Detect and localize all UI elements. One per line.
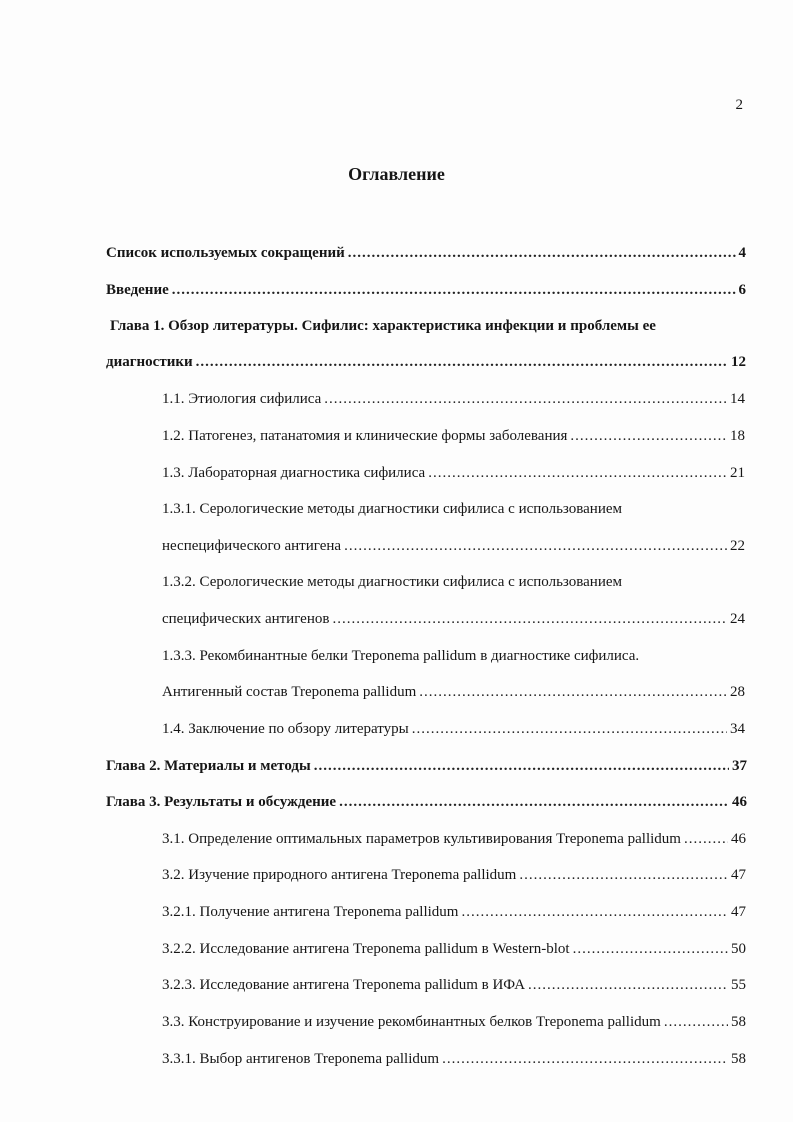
toc-entry-page: 58 [731, 1051, 746, 1067]
dot-leader [344, 535, 727, 557]
toc-entry-abbreviations[interactable] [106, 242, 746, 264]
toc-entry-label: Глава 2. Материалы и методы [106, 758, 311, 774]
toc-entry-label: Глава 3. Результаты и обсуждение [106, 794, 337, 810]
toc-entry-chapter-3[interactable] [106, 791, 747, 813]
toc-entry-label: специфических антигенов [162, 611, 330, 627]
toc-entry-1-3[interactable] [162, 462, 745, 484]
toc-entry-label: неспецифического антигена [162, 538, 342, 554]
page-number: 2 [735, 97, 743, 113]
toc-entry-chapter-2[interactable] [106, 755, 747, 777]
dot-leader [172, 279, 736, 301]
toc-entry-label: 3.2. Изучение природного антигена Treponema pallidum [162, 867, 517, 883]
toc-entry-page: 21 [730, 465, 745, 481]
dot-leader [348, 242, 736, 264]
toc-entry-3-2-1[interactable] [162, 901, 746, 923]
toc-entry-page: 6 [738, 282, 746, 298]
toc-entry-page: 58 [731, 1014, 746, 1030]
toc-entry-1-2[interactable] [162, 425, 745, 447]
toc-entry-label: 1.2. Патогенез, патанатомия и клинические формы заболевания [162, 428, 568, 444]
toc-entry-label: 3.2.2. Исследование антигена Treponema pallidum в Western-blot [162, 941, 570, 957]
dot-leader [528, 974, 728, 996]
toc-entry-chapter-1[interactable] [106, 351, 746, 373]
dot-leader [684, 828, 728, 850]
toc-entry-page: 46 [732, 794, 747, 810]
toc-entry-label: 3.3.1. Выбор антигенов Treponema pallidum [162, 1051, 440, 1067]
toc-entry-1-4[interactable] [162, 718, 745, 740]
toc-entry-label: Антигенный состав Treponema pallidum [162, 684, 417, 700]
dot-leader [412, 718, 727, 740]
dot-leader [519, 864, 728, 886]
toc-entry-label: 3.2.1. Получение антигена Treponema pallidum [162, 904, 459, 920]
dot-leader [332, 608, 727, 630]
toc-entry-page: 46 [731, 831, 746, 847]
toc-entry-page: 22 [730, 538, 745, 554]
toc-entry-label: 1.4. Заключение по обзору литературы [162, 721, 409, 737]
dot-leader [196, 351, 728, 373]
toc-entry-page: 12 [731, 354, 746, 370]
toc-entry-label: 1.1. Этиология сифилиса [162, 391, 322, 407]
toc-entry-1-3-3-line1[interactable]: 1.3.3. Рекомбинантные белки Treponema pallidum в диагностике сифилиса. [162, 648, 640, 664]
dot-leader [573, 938, 728, 960]
toc-entry-3-3[interactable] [162, 1011, 746, 1033]
toc-entry-label: 1.3. Лабораторная диагностика сифилиса [162, 465, 426, 481]
toc-entry-1-3-2-line1[interactable]: 1.3.2. Серологические методы диагностики сифилиса с использованием [162, 574, 623, 590]
toc-entry-label: 3.3. Конструирование и изучение рекомбинантных белков Treponema pallidum [162, 1014, 661, 1030]
toc-entry-3-1[interactable] [162, 828, 746, 850]
toc-entry-page: 28 [730, 684, 745, 700]
toc-entry-page: 47 [731, 904, 746, 920]
toc-entry-3-3-1[interactable] [162, 1048, 746, 1070]
toc-entry-3-2-2[interactable] [162, 938, 746, 960]
toc-entry-page: 37 [732, 758, 747, 774]
page-title: Оглавление [348, 164, 445, 184]
dot-leader [570, 425, 727, 447]
dot-leader [324, 388, 727, 410]
toc-entry-label: 3.1. Определение оптимальных параметров культивирования Treponema pallidum [162, 831, 681, 847]
toc-entry-1-1[interactable] [162, 388, 745, 410]
toc-entry-page: 24 [730, 611, 745, 627]
toc-entry-3-2-3[interactable] [162, 974, 746, 996]
toc-entry-page: 34 [730, 721, 745, 737]
toc-entry-label: Список используемых сокращений [106, 245, 345, 261]
toc-entry-page: 47 [731, 867, 746, 883]
toc-entry-3-2[interactable] [162, 864, 746, 886]
toc-entry-1-3-3[interactable] [162, 681, 745, 703]
toc-entry-1-3-1[interactable] [162, 535, 745, 557]
toc-entry-page: 14 [730, 391, 745, 407]
toc-entry-page: 4 [738, 245, 746, 261]
toc-entry-label: 3.2.3. Исследование антигена Treponema pallidum в ИФА [162, 977, 526, 993]
toc-entry-chapter-1-line1[interactable]: Глава 1. Обзор литературы. Сифилис: характеристика инфекции и проблемы ее [110, 318, 656, 334]
toc-entry-introduction[interactable] [106, 279, 746, 301]
toc-entry-1-3-1-line1[interactable]: 1.3.1. Серологические методы диагностики сифилиса с использованием [162, 501, 623, 517]
toc-entry-page: 55 [731, 977, 746, 993]
toc-entry-1-3-2[interactable] [162, 608, 745, 630]
dot-leader [419, 681, 727, 703]
dot-leader [442, 1048, 728, 1070]
toc-entry-label: Введение [106, 282, 169, 298]
dot-leader [461, 901, 728, 923]
toc-entry-label: диагностики [106, 354, 193, 370]
dot-leader [664, 1011, 728, 1033]
toc-entry-page: 50 [731, 941, 746, 957]
dot-leader [314, 755, 729, 777]
dot-leader [339, 791, 729, 813]
toc-entry-page: 18 [730, 428, 745, 444]
dot-leader [428, 462, 727, 484]
